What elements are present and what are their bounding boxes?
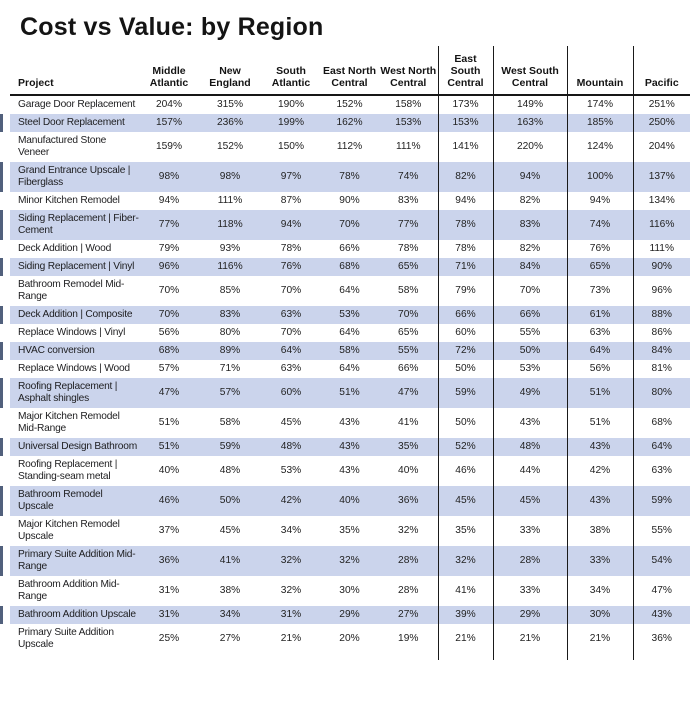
- table-row: [10, 516, 690, 546]
- value-cell: 64%: [262, 342, 320, 360]
- value-cell: 94%: [262, 210, 320, 240]
- value-cell: 49%: [493, 378, 567, 408]
- value-cell: 111%: [217, 195, 243, 206]
- value-cell: 100%: [567, 162, 633, 192]
- value-cell: 93%: [219, 243, 241, 254]
- value-cell: 162%: [320, 114, 379, 132]
- value-cell: 38%: [567, 516, 633, 546]
- value-cell: 111%: [395, 141, 421, 152]
- value-cell: 78%: [320, 162, 379, 192]
- value-cell: 59%: [633, 486, 690, 516]
- value-cell: 32%: [262, 546, 320, 576]
- value-cell: 51%: [140, 438, 198, 456]
- table-row: [10, 408, 690, 438]
- value-cell: 66%: [398, 363, 419, 374]
- table-row: [10, 258, 690, 276]
- value-cell: 94%: [438, 192, 493, 210]
- project-cell: Garage Door Replacement: [18, 99, 136, 110]
- value-cell: 78%: [438, 210, 493, 240]
- value-cell: 70%: [280, 285, 302, 296]
- value-cell: 40%: [398, 465, 419, 476]
- value-cell: 51%: [158, 417, 180, 428]
- value-cell: 150%: [277, 141, 305, 152]
- value-cell: 70%: [493, 276, 567, 306]
- value-cell: 86%: [633, 324, 690, 342]
- value-cell: 116%: [633, 210, 690, 240]
- value-cell: 163%: [493, 114, 567, 132]
- value-cell: 112%: [336, 141, 363, 152]
- project-cell: Primary Suite Addition Upscale: [18, 627, 114, 650]
- value-cell: 81%: [633, 360, 690, 378]
- value-cell: 31%: [158, 585, 180, 596]
- value-cell: 82%: [493, 192, 567, 210]
- value-cell: 36%: [633, 624, 690, 654]
- value-cell: 46%: [140, 486, 198, 516]
- value-cell: 66%: [339, 243, 360, 254]
- value-cell: 251%: [633, 95, 690, 114]
- project-cell: Replace Windows | Wood: [18, 363, 130, 374]
- value-cell: 64%: [567, 342, 633, 360]
- value-cell: 50%: [198, 486, 262, 516]
- table-row: [10, 95, 690, 114]
- table-row: [10, 486, 690, 516]
- value-cell: 134%: [633, 192, 690, 210]
- value-cell: 65%: [379, 258, 438, 276]
- value-cell: 190%: [277, 99, 305, 110]
- value-cell: 59%: [198, 438, 262, 456]
- project-cell: Grand Entrance Upscale | Fiberglass: [10, 162, 140, 192]
- value-cell: 96%: [140, 258, 198, 276]
- value-cell: 45%: [493, 486, 567, 516]
- value-cell: 87%: [280, 195, 302, 206]
- value-cell: 50%: [493, 342, 567, 360]
- value-cell: 88%: [633, 306, 690, 324]
- column-header: Middle Atlantic: [140, 46, 198, 95]
- value-cell: 77%: [140, 210, 198, 240]
- value-cell: 42%: [567, 456, 633, 486]
- value-cell: 70%: [140, 306, 198, 324]
- value-cell: 96%: [633, 276, 690, 306]
- value-cell: 315%: [216, 99, 244, 110]
- column-header: East North Central: [320, 46, 379, 95]
- value-cell: 63%: [633, 456, 690, 486]
- value-cell: 43%: [339, 417, 360, 428]
- page-title: Cost vs Value: by Region: [20, 13, 324, 41]
- value-cell: 61%: [567, 306, 633, 324]
- value-cell: 89%: [198, 342, 262, 360]
- value-cell: 33%: [493, 576, 567, 606]
- spacer-cell: [438, 654, 493, 660]
- table-row: [10, 306, 690, 324]
- value-cell: 43%: [567, 486, 633, 516]
- value-cell: 35%: [339, 525, 360, 536]
- value-cell: 82%: [493, 240, 567, 258]
- project-cell: Roofing Replacement | Asphalt shingles: [10, 378, 140, 408]
- spacer-cell: [320, 654, 379, 660]
- table-row: [10, 132, 690, 162]
- spacer-cell: [567, 654, 633, 660]
- value-cell: 220%: [493, 132, 567, 162]
- project-cell: Deck Addition | Wood: [18, 243, 112, 254]
- value-cell: 185%: [567, 114, 633, 132]
- value-cell: 58%: [320, 342, 379, 360]
- value-cell: 53%: [493, 360, 567, 378]
- value-cell: 34%: [198, 606, 262, 624]
- project-cell: Manufactured Stone Veneer: [18, 135, 107, 158]
- project-cell: Siding Replacement | Vinyl: [10, 258, 140, 276]
- value-cell: 41%: [438, 576, 493, 606]
- value-cell: 71%: [219, 363, 241, 374]
- column-header: Mountain: [567, 46, 633, 95]
- project-cell: Bathroom Addition Mid-Range: [18, 579, 120, 602]
- value-cell: 68%: [633, 408, 690, 438]
- value-cell: 159%: [155, 141, 183, 152]
- value-cell: 116%: [198, 258, 262, 276]
- value-cell: 56%: [158, 327, 180, 338]
- column-header: South Atlantic: [262, 46, 320, 95]
- value-cell: 64%: [339, 363, 360, 374]
- table-row: [10, 606, 690, 624]
- table-row: [10, 210, 690, 240]
- value-cell: 70%: [158, 285, 180, 296]
- value-cell: 47%: [379, 378, 438, 408]
- table-body: [10, 95, 690, 660]
- value-cell: 79%: [438, 276, 493, 306]
- value-cell: 141%: [438, 132, 493, 162]
- value-cell: 78%: [280, 243, 302, 254]
- value-cell: 149%: [493, 95, 567, 114]
- value-cell: 70%: [320, 210, 379, 240]
- value-cell: 27%: [219, 633, 241, 644]
- value-cell: 34%: [280, 525, 302, 536]
- column-header-project: Project: [10, 46, 140, 95]
- value-cell: 236%: [198, 114, 262, 132]
- value-cell: 54%: [633, 546, 690, 576]
- value-cell: 152%: [336, 99, 363, 110]
- project-cell: Siding Replacement | Fiber-Cement: [10, 210, 140, 240]
- table-row: [10, 192, 690, 210]
- table-row: [10, 576, 690, 606]
- table-row: [10, 342, 690, 360]
- value-cell: 204%: [633, 132, 690, 162]
- project-cell: HVAC conversion: [10, 342, 140, 360]
- column-header: East South Central: [438, 46, 493, 95]
- value-cell: 98%: [198, 162, 262, 192]
- value-cell: 199%: [262, 114, 320, 132]
- value-cell: 85%: [219, 285, 241, 296]
- value-cell: 34%: [567, 576, 633, 606]
- value-cell: 55%: [633, 516, 690, 546]
- column-header: West South Central: [493, 46, 567, 95]
- table-row: [10, 378, 690, 408]
- value-cell: 43%: [633, 606, 690, 624]
- value-cell: 60%: [262, 378, 320, 408]
- value-cell: 124%: [567, 132, 633, 162]
- value-cell: 33%: [567, 546, 633, 576]
- project-cell: Steel Door Replacement: [10, 114, 140, 132]
- project-cell: Deck Addition | Composite: [10, 306, 140, 324]
- spacer-cell: [493, 654, 567, 660]
- table-row: [10, 438, 690, 456]
- project-cell: Bathroom Remodel Mid-Range: [18, 279, 125, 302]
- value-cell: 47%: [633, 576, 690, 606]
- value-cell: 118%: [198, 210, 262, 240]
- value-cell: 98%: [140, 162, 198, 192]
- value-cell: 90%: [633, 258, 690, 276]
- value-cell: 64%: [633, 438, 690, 456]
- value-cell: 58%: [219, 417, 241, 428]
- value-cell: 31%: [140, 606, 198, 624]
- value-cell: 28%: [398, 585, 419, 596]
- value-cell: 45%: [219, 525, 241, 536]
- value-cell: 78%: [438, 240, 493, 258]
- value-cell: 80%: [219, 327, 241, 338]
- value-cell: 157%: [140, 114, 198, 132]
- value-cell: 32%: [280, 585, 302, 596]
- value-cell: 33%: [493, 516, 567, 546]
- value-cell: 43%: [567, 438, 633, 456]
- project-cell: Major Kitchen Remodel Mid-Range: [18, 411, 120, 434]
- value-cell: 64%: [339, 327, 360, 338]
- value-cell: 71%: [438, 258, 493, 276]
- column-header: West North Central: [379, 46, 438, 95]
- value-cell: 58%: [398, 285, 419, 296]
- value-cell: 36%: [140, 546, 198, 576]
- value-cell: 73%: [567, 276, 633, 306]
- value-cell: 45%: [280, 417, 302, 428]
- value-cell: 46%: [438, 456, 493, 486]
- value-cell: 204%: [155, 99, 183, 110]
- value-cell: 82%: [438, 162, 493, 192]
- value-cell: 79%: [158, 243, 180, 254]
- value-cell: 68%: [320, 258, 379, 276]
- value-cell: 32%: [438, 546, 493, 576]
- value-cell: 84%: [633, 342, 690, 360]
- project-cell: Roofing Replacement | Standing-seam metal: [18, 459, 118, 482]
- project-cell: Bathroom Addition Upscale: [10, 606, 140, 624]
- value-cell: 31%: [262, 606, 320, 624]
- value-cell: 28%: [493, 546, 567, 576]
- value-cell: 42%: [262, 486, 320, 516]
- value-cell: 41%: [198, 546, 262, 576]
- value-cell: 65%: [567, 258, 633, 276]
- value-cell: 40%: [320, 486, 379, 516]
- value-cell: 29%: [493, 606, 567, 624]
- value-cell: 38%: [219, 585, 241, 596]
- table-row: [10, 324, 690, 342]
- value-cell: 51%: [567, 408, 633, 438]
- spacer-cell: [262, 654, 320, 660]
- value-cell: 90%: [339, 195, 360, 206]
- value-cell: 48%: [493, 438, 567, 456]
- value-cell: 36%: [379, 486, 438, 516]
- table-row: [10, 624, 690, 654]
- value-cell: 83%: [198, 306, 262, 324]
- value-cell: 27%: [379, 606, 438, 624]
- value-cell: 30%: [339, 585, 360, 596]
- value-cell: 63%: [280, 363, 302, 374]
- value-cell: 50%: [438, 360, 493, 378]
- value-cell: 64%: [339, 285, 360, 296]
- value-cell: 83%: [493, 210, 567, 240]
- value-cell: 48%: [219, 465, 241, 476]
- project-cell: Bathroom Remodel Upscale: [10, 486, 140, 516]
- value-cell: 70%: [379, 306, 438, 324]
- value-cell: 94%: [493, 162, 567, 192]
- table-header: [10, 46, 690, 95]
- value-cell: 39%: [438, 606, 493, 624]
- value-cell: 77%: [379, 210, 438, 240]
- value-cell: 56%: [567, 360, 633, 378]
- value-cell: 21%: [493, 624, 567, 654]
- value-cell: 158%: [395, 99, 422, 110]
- spacer-cell: [10, 654, 140, 660]
- value-cell: 94%: [158, 195, 180, 206]
- value-cell: 44%: [493, 456, 567, 486]
- table-row: [10, 546, 690, 576]
- value-cell: 53%: [320, 306, 379, 324]
- spacer-cell: [198, 654, 262, 660]
- value-cell: 25%: [158, 633, 180, 644]
- value-cell: 137%: [633, 162, 690, 192]
- value-cell: 21%: [280, 633, 302, 644]
- value-cell: 41%: [398, 417, 419, 428]
- value-cell: 66%: [438, 306, 493, 324]
- value-cell: 70%: [280, 327, 302, 338]
- value-cell: 29%: [320, 606, 379, 624]
- value-cell: 48%: [262, 438, 320, 456]
- project-cell: Replace Windows | Vinyl: [18, 327, 126, 338]
- value-cell: 55%: [493, 324, 567, 342]
- value-cell: 65%: [398, 327, 419, 338]
- value-cell: 111%: [633, 240, 690, 258]
- value-cell: 43%: [493, 408, 567, 438]
- spacer-cell: [633, 654, 690, 660]
- value-cell: 28%: [379, 546, 438, 576]
- value-cell: 72%: [438, 342, 493, 360]
- table-row: [10, 114, 690, 132]
- value-cell: 173%: [438, 95, 493, 114]
- value-cell: 30%: [567, 606, 633, 624]
- value-cell: 50%: [438, 408, 493, 438]
- value-cell: 52%: [438, 438, 493, 456]
- value-cell: 40%: [158, 465, 180, 476]
- value-cell: 66%: [493, 306, 567, 324]
- value-cell: 97%: [262, 162, 320, 192]
- value-cell: 74%: [379, 162, 438, 192]
- cost-value-table: [10, 46, 690, 660]
- value-cell: 55%: [379, 342, 438, 360]
- value-cell: 19%: [398, 633, 419, 644]
- table-row: [10, 162, 690, 192]
- value-cell: 174%: [567, 95, 633, 114]
- value-cell: 76%: [262, 258, 320, 276]
- value-cell: 68%: [140, 342, 198, 360]
- value-cell: 153%: [438, 114, 493, 132]
- value-cell: 76%: [567, 240, 633, 258]
- value-cell: 153%: [379, 114, 438, 132]
- value-cell: 43%: [339, 465, 360, 476]
- header-row: [10, 46, 690, 95]
- value-cell: 74%: [567, 210, 633, 240]
- value-cell: 59%: [438, 378, 493, 408]
- project-cell: Minor Kitchen Remodel: [18, 195, 120, 206]
- table-row: [10, 276, 690, 306]
- value-cell: 94%: [567, 192, 633, 210]
- value-cell: 37%: [158, 525, 180, 536]
- value-cell: 53%: [280, 465, 302, 476]
- value-cell: 80%: [633, 378, 690, 408]
- value-cell: 21%: [567, 624, 633, 654]
- column-header: Pacific: [633, 46, 690, 95]
- table-footer-spacer: [10, 654, 690, 660]
- value-cell: 250%: [633, 114, 690, 132]
- value-cell: 32%: [398, 525, 419, 536]
- value-cell: 152%: [216, 141, 244, 152]
- value-cell: 63%: [567, 324, 633, 342]
- value-cell: 78%: [398, 243, 419, 254]
- spacer-cell: [140, 654, 198, 660]
- project-cell: Major Kitchen Remodel Upscale: [18, 519, 120, 542]
- value-cell: 20%: [339, 633, 360, 644]
- column-header: New England: [198, 46, 262, 95]
- value-cell: 63%: [262, 306, 320, 324]
- value-cell: 60%: [438, 324, 493, 342]
- project-cell: Primary Suite Addition Mid-Range: [10, 546, 140, 576]
- value-cell: 32%: [320, 546, 379, 576]
- value-cell: 43%: [320, 438, 379, 456]
- value-cell: 35%: [379, 438, 438, 456]
- value-cell: 35%: [438, 516, 493, 546]
- spacer-cell: [379, 654, 438, 660]
- project-cell: Universal Design Bathroom: [10, 438, 140, 456]
- table-row: [10, 360, 690, 378]
- value-cell: 57%: [158, 363, 180, 374]
- table-row: [10, 456, 690, 486]
- value-cell: 51%: [567, 378, 633, 408]
- value-cell: 84%: [493, 258, 567, 276]
- table-row: [10, 240, 690, 258]
- value-cell: 51%: [320, 378, 379, 408]
- value-cell: 21%: [438, 624, 493, 654]
- value-cell: 47%: [140, 378, 198, 408]
- value-cell: 45%: [438, 486, 493, 516]
- value-cell: 83%: [398, 195, 419, 206]
- value-cell: 57%: [198, 378, 262, 408]
